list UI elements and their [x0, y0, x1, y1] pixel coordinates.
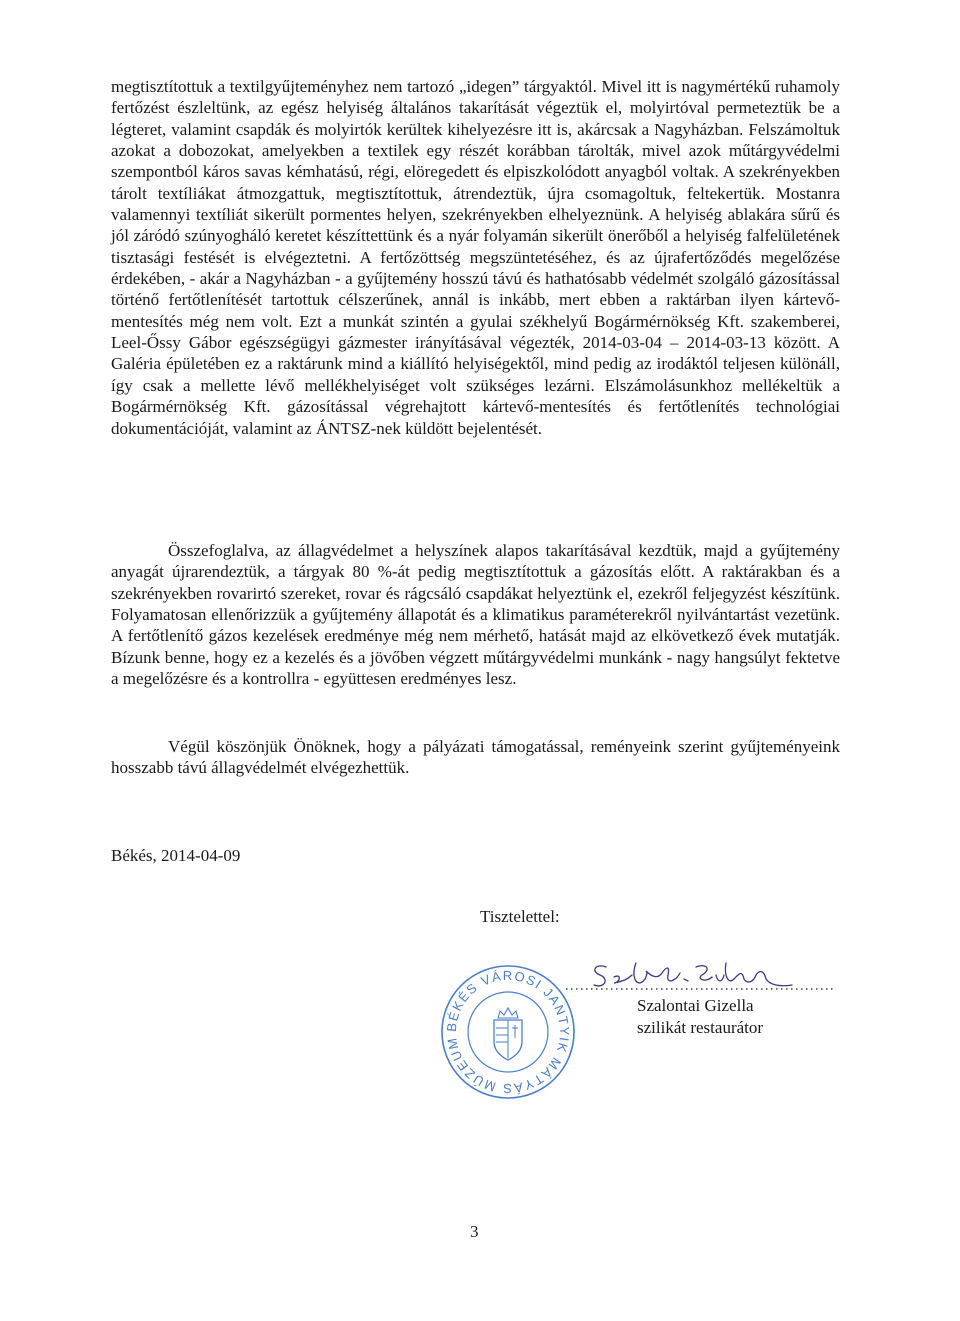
stamp-text: BÉKÉS VÁROSI JANTYIK MÁTYÁS MÚZEUM: [443, 967, 573, 1097]
paragraph-1: megtisztítottuk a textilgyűjteményhez nem tartozó „idegen” tárgyaktól. Mivel itt is nagymértékű ruhamoly fertőzést észleltünk, az egész helyiség általános takarítását végeztük el, molyirtóval permeteztük be a légteret, valamint csapdák és molyirtók kerültek kihelyezésre itt is, akárcsak a Nagyházban. Felszámoltuk azokat a dobozokat, amelyekben a textilek egy részét korábban tárolták, mivel azok műtárgyvédelmi szempontból káros savas kémhatású, régi, elöregedett és elpiszkolódott anyagból voltak. A szekrényekben tárolt textíliákat átmozgattuk, megtisztítottuk, átrendeztük, újra csomagoltuk, feltekertük. Mostanra valamennyi textíliát sikerült pormentes helyen, szekrényekben elhelyeznünk. A helyiség ablakára sűrű és jól záródó szúnyogháló keretet készíttettünk és a nyár folyamán sikerült önerőből a helyiség falfelületének tisztasági festését is elvégeztetni. A fertőzöttség megszüntetéséhez, és az újrafertőződés megelőzése érdekében, - akár a Nagyházban - a gyűjtemény hosszú távú és hathatósabb védelmét szolgáló gázosítással történő fertőtlenítését tartottuk célszerűnek, annál is inkább, mert ebben a raktárban ilyen kártevő-mentesítés még nem volt. Ezt a munkát szintén a gyulai székhelyű Bogármérnökség Kft. szakemberei, Leel-Őssy Gábor egészségügyi gázmester irányításával végezték, 2014-03-04 – 2014-03-13 között. A Galéria épületében ez a raktárunk mind a kiállító helyiségektől, mind pedig az irodáktól teljesen különáll, így csak a mellette lévő mellékhelyiséget volt szükséges lezárni. Elszámolásunkhoz mellékeltük a Bogármérnökség Kft. gázosítással végrehajtott kártevő-mentesítés és fertőtlenítés technológiai dokumentációját, valamint az ÁNTSZ-nek küldött bejelentését.: [111, 77, 840, 438]
place-and-date: Békés, 2014-04-09: [111, 846, 241, 865]
museum-stamp: [438, 962, 578, 1102]
closing-salutation: Tisztelettel:: [480, 907, 560, 926]
paragraph-2: Összefoglalva, az állagvédelmet a helyszínek alapos takarításával kezdtük, majd a gyűjtemény anyagát újrarendeztük, a tárgyak 80 %-át pedig megtisztítottuk a gázosítás előtt. A raktárakban és a szekrényekben rovarirtó szereket, rovar és rágcsáló csapdákat helyeztünk el, ezekről feljegyzést készítünk. Folyamatosan ellenőrizzük a gyűjtemény állapotát és a klimatikus paraméterekről nyilvántartást vezetünk. A fertőtlenítő gázos kezelések eredménye még nem mérhető, hatását majd az elkövetkező évek mutatják. Bízunk benne, hogy ez a kezelés és a jövőben végzett műtárgyvédelmi munkánk - nagy hangsúlyt fektetve a megelőzésre és a kontrollra - együttesen eredményes lesz.: [111, 541, 840, 689]
signatory-role: szilikát restaurátor: [637, 1018, 764, 1037]
signatory-name: Szalontai Gizella: [637, 996, 754, 1015]
coat-of-arms-icon: [494, 1008, 522, 1060]
paragraph-3: Végül köszönjük Önöknek, hogy a pályázati támogatással, reményeink szerint gyűjteményeink hosszabb távú állagvédelmét elvégezhettük.: [111, 737, 840, 778]
handwritten-signature: [566, 955, 846, 1000]
page-number: 3: [470, 1222, 479, 1241]
